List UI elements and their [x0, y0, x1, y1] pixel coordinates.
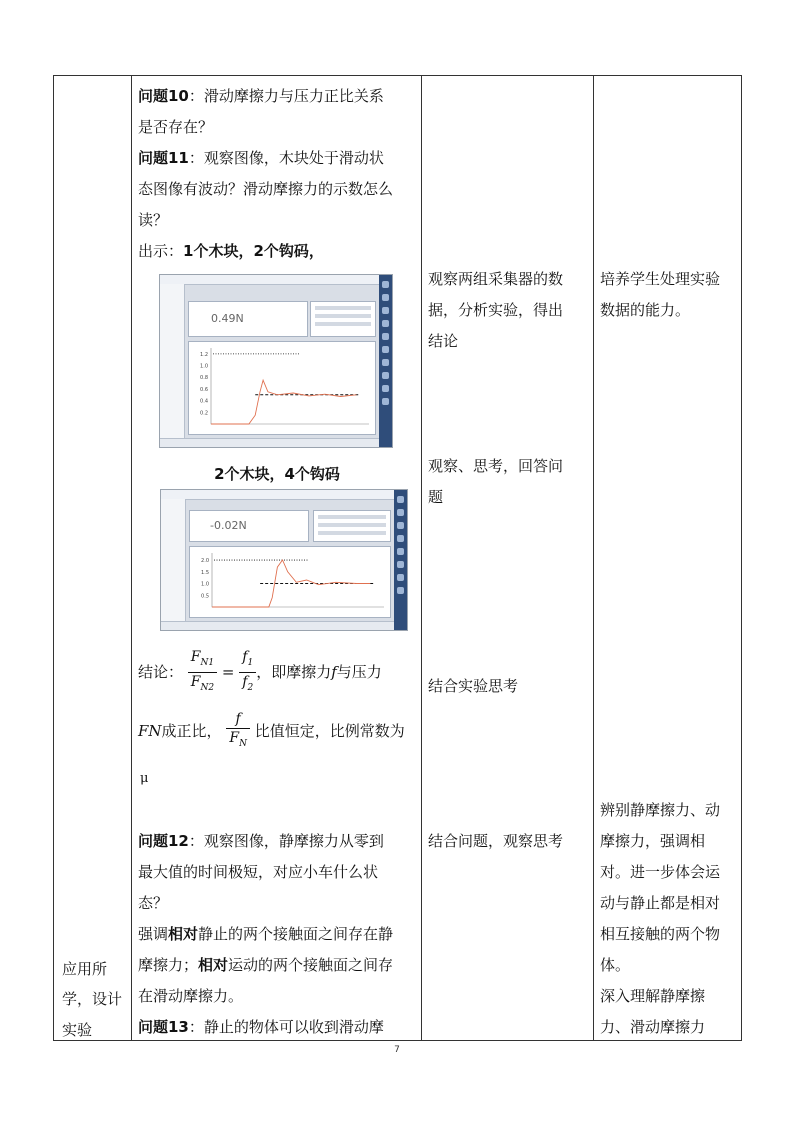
stage-line-2: 学，设计 — [62, 990, 123, 1008]
software-statusbar — [161, 621, 394, 630]
y-tick-label: 1.0 — [200, 363, 208, 370]
design-intent-2: 辨别静摩擦力、动 摩擦力，强调相 对。进一步体会运 动与静止都是相对 相互接触的两个物 体。 深入理解静摩擦 力、滑动摩擦力 — [600, 801, 721, 1036]
force-series-line — [211, 380, 356, 424]
y-tick-label: 0.2 — [200, 410, 208, 417]
y-tick-label: 0.6 — [200, 386, 208, 393]
design-intent-1: 培养学生处理实验 数据的能力。 — [600, 270, 721, 319]
proportional-line: FN成正比， $\frac{f}{F_N}$ 比值恒定，比例常数为 — [138, 706, 420, 756]
y-tick-label: 1.0 — [201, 581, 209, 588]
question-12: 问题12：观察图像，静摩擦力从零到 最大值的时间极短，对应小车什么状 态？ — [138, 832, 384, 912]
software-statusbar — [160, 438, 379, 447]
conclusion-line: 结论： $\frac{F_{N1}}{F_{N2}}$ = $\frac{f_1}{f_2}$ ，即摩擦力f与压力 — [138, 648, 420, 696]
stage-cell — [54, 76, 132, 1041]
software-menubar — [161, 490, 407, 500]
y-tick-label: 0.4 — [200, 398, 208, 405]
force-time-plot-2 — [189, 546, 391, 618]
sensor-info-box — [310, 301, 376, 337]
y-tick-label: 0.8 — [200, 375, 208, 382]
mu-symbol: μ — [140, 771, 149, 786]
software-toolbar — [379, 275, 392, 447]
student-activity-1: 观察两组采集器的数 据，分析实验，得出 结论 — [428, 270, 564, 350]
force-readout-value: -0.02N — [210, 519, 247, 532]
y-tick-label: 1.2 — [200, 351, 208, 358]
teacher-activity-cell — [132, 76, 422, 1041]
force-readout-value: 0.49N — [211, 312, 244, 325]
design-intent-cell — [594, 76, 742, 1041]
show-setup-2: 2个木块，4个钩码 — [214, 465, 340, 483]
sensor-info-box — [313, 510, 391, 542]
y-tick-label: 0.5 — [201, 593, 209, 600]
lesson-plan-table — [53, 75, 742, 1041]
student-activity-3: 结合实验思考 — [428, 677, 519, 695]
force-time-chart-2 — [190, 547, 390, 617]
student-activity-2: 观察、思考，回答问 题 — [428, 457, 564, 506]
chart-axes — [212, 553, 384, 607]
software-menubar — [160, 275, 392, 285]
friction-ratio-fraction: $\frac{f_1}{f_2}$ — [239, 648, 256, 697]
show-setup-1: 出示：1个木块，2个钩码， — [138, 242, 324, 260]
force-time-chart-1 — [189, 342, 375, 434]
student-activity-4: 结合问题，观察思考 — [428, 832, 564, 850]
stage-line-1: 应用所 — [62, 960, 108, 978]
y-tick-label: 2.0 — [201, 558, 209, 565]
force-time-plot-1 — [188, 341, 376, 435]
software-side-panel — [160, 284, 185, 439]
software-screenshot-1 — [159, 274, 393, 448]
force-readout — [188, 301, 308, 337]
question-10: 问题10：滑动摩擦力与压力正比关系 是否存在？ — [138, 87, 384, 136]
y-tick-label: 1.5 — [201, 569, 209, 576]
software-toolbar — [394, 490, 407, 630]
page-number: 7 — [394, 1045, 400, 1055]
force-readout — [189, 510, 309, 542]
emphasis-note: 强调相对静止的两个接触面之间存在静 摩擦力；相对运动的两个接触面之间存 在滑动摩擦力。 — [138, 925, 394, 1005]
chart-axes — [211, 348, 369, 424]
stage-line-3: 实验 — [62, 1021, 93, 1039]
software-screenshot-2 — [160, 489, 408, 631]
question-13: 问题13：静止的物体可以收到滑动摩 — [138, 1018, 384, 1036]
friction-over-normal-fraction: $\frac{f}{F_N}$ — [226, 710, 250, 753]
force-ratio-fraction: $\frac{F_{N1}}{F_{N2}}$ — [188, 648, 217, 697]
question-11: 问题11：观察图像，木块处于滑动状 态图像有波动？滑动摩擦力的示数怎么 读？ — [138, 149, 394, 229]
software-side-panel — [161, 499, 186, 622]
student-activity-cell — [422, 76, 594, 1041]
